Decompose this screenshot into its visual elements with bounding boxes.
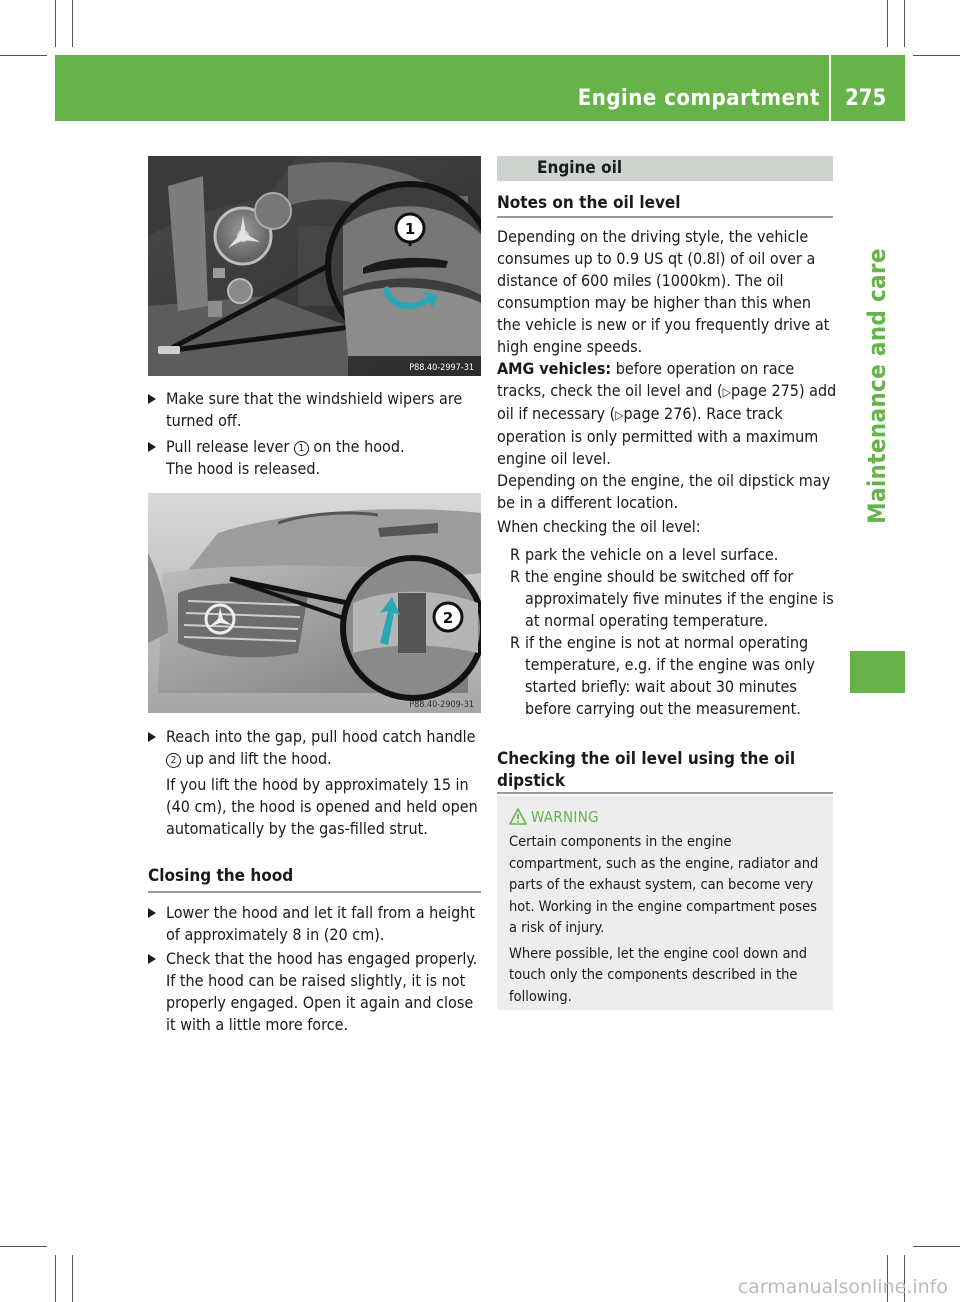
list-item-text: if the engine is not at normal operating temperature, e.g. if the engine was only started briefly: wait about 30 minutes before carrying out the measurement. [525, 633, 815, 718]
callout-number: 2 [166, 753, 181, 768]
dashboard-illustration [148, 156, 481, 376]
bullet-icon: R [510, 545, 520, 564]
car-illustration [148, 493, 481, 713]
page-ref-link[interactable]: page 275 [730, 381, 799, 400]
section-heading: Engine oil [537, 158, 623, 178]
figure-code: P88.40-2997-31 [409, 363, 474, 373]
dipstick-location-paragraph: Depending on the engine, the oil dipstick may be in a different location. [497, 471, 831, 512]
side-tab [850, 121, 905, 651]
step-text: Make sure that the windshield wipers are turned off. [166, 389, 463, 430]
heading-rule [497, 792, 833, 794]
watermark: carmanualsonline.info [737, 1276, 948, 1298]
step-text: Pull release lever [166, 437, 294, 456]
page-number: 275 [845, 86, 887, 111]
callout-number: 1 [294, 441, 309, 456]
svg-text:2: 2 [442, 609, 454, 627]
svg-text:1: 1 [404, 220, 416, 238]
step-result: If you lift the hood by approximately 15 in (40 cm), the hood is opened and held open automatically by the gas-filled strut. [166, 775, 478, 838]
section-title: Engine compartment [577, 86, 820, 111]
step-lower-hood [148, 902, 483, 946]
step-pull-release-lever [148, 436, 483, 480]
step-text: up and lift the hood. [181, 749, 332, 768]
side-tab-label: Maintenance and care [863, 248, 891, 524]
list-item-text: the engine should be switched off for approximately five minutes if the engine is at normal operating temperature. [525, 567, 834, 630]
step-wipers-off [148, 388, 483, 432]
amg-paragraph [497, 358, 837, 470]
page-ref-link[interactable]: page 276 [623, 404, 692, 423]
page-ref-arrow-icon: ▷ [615, 408, 624, 422]
step-text: Check that the hood has engaged properly. If the hood can be raised slightly, it is not properly engaged. Open it again and close it with a little more force. [166, 949, 478, 1034]
step-arrow-icon [148, 954, 156, 964]
dipstick-heading: Checking the oil level using the oil dipstick [497, 749, 796, 791]
warning-title: WARNING [531, 808, 599, 826]
closing-heading: Closing the hood [148, 866, 294, 886]
header-separator [829, 55, 831, 121]
warning-box [497, 796, 833, 1010]
bullet-icon: R [510, 633, 520, 652]
step-arrow-icon [148, 394, 156, 404]
section-heading-bar [497, 156, 833, 181]
list-item [508, 632, 838, 720]
figure-hood-catch-handle [148, 493, 481, 713]
step-check-engaged [148, 948, 483, 1036]
warning-text: Where possible, let the engine cool down and touch only the components described in the following. [509, 945, 808, 1005]
amg-text: ). Race track operation is only permitted with a maximum engine oil level. [497, 404, 819, 468]
heading-rule [497, 216, 833, 218]
step-arrow-icon [148, 908, 156, 918]
step-result: The hood is released. [166, 459, 321, 478]
amg-text: before operation on race tracks, check the oil level and ( [497, 359, 795, 400]
side-tab-marker [850, 651, 905, 693]
notes-heading: Notes on the oil level [497, 193, 681, 213]
step-pull-hood-catch [148, 726, 483, 840]
heading-rule [148, 891, 481, 893]
step-text: Reach into the gap, pull hood catch handle [166, 727, 476, 746]
bullet-icon: R [510, 567, 520, 586]
warning-triangle-icon [509, 808, 527, 825]
step-arrow-icon [148, 442, 156, 452]
warning-text: Certain components in the engine compartment, such as the engine, radiator and parts of the exhaust system, can become very hot. Working in the engine compartment poses a risk of injury. [509, 834, 819, 936]
page-ref-arrow-icon: ▷ [722, 385, 731, 399]
step-text: Lower the hood and let it fall from a height of approximately 8 in (20 cm). [166, 903, 475, 944]
oil-consumption-paragraph: Depending on the driving style, the vehicle consumes up to 0.9 US qt (0.8l) of oil over a distance of 600 miles (1000km). The oil consumption may be higher than this when the vehicle is new or if you frequently drive at high engine speeds. [497, 227, 830, 356]
step-arrow-icon [148, 732, 156, 742]
checking-intro: When checking the oil level: [497, 517, 701, 536]
warning-body [509, 832, 827, 1012]
list-item-text: park the vehicle on a level surface. [525, 545, 779, 564]
list-item [508, 544, 838, 566]
amg-text: ) add oil if necessary ( [497, 381, 837, 423]
amg-label: AMG vehicles: [497, 359, 612, 378]
step-text: on the hood. [308, 437, 405, 456]
figure-hood-release-lever [148, 156, 481, 376]
checking-list [508, 544, 838, 720]
list-item [508, 566, 838, 632]
figure-code: P88.40-2909-31 [409, 700, 474, 710]
